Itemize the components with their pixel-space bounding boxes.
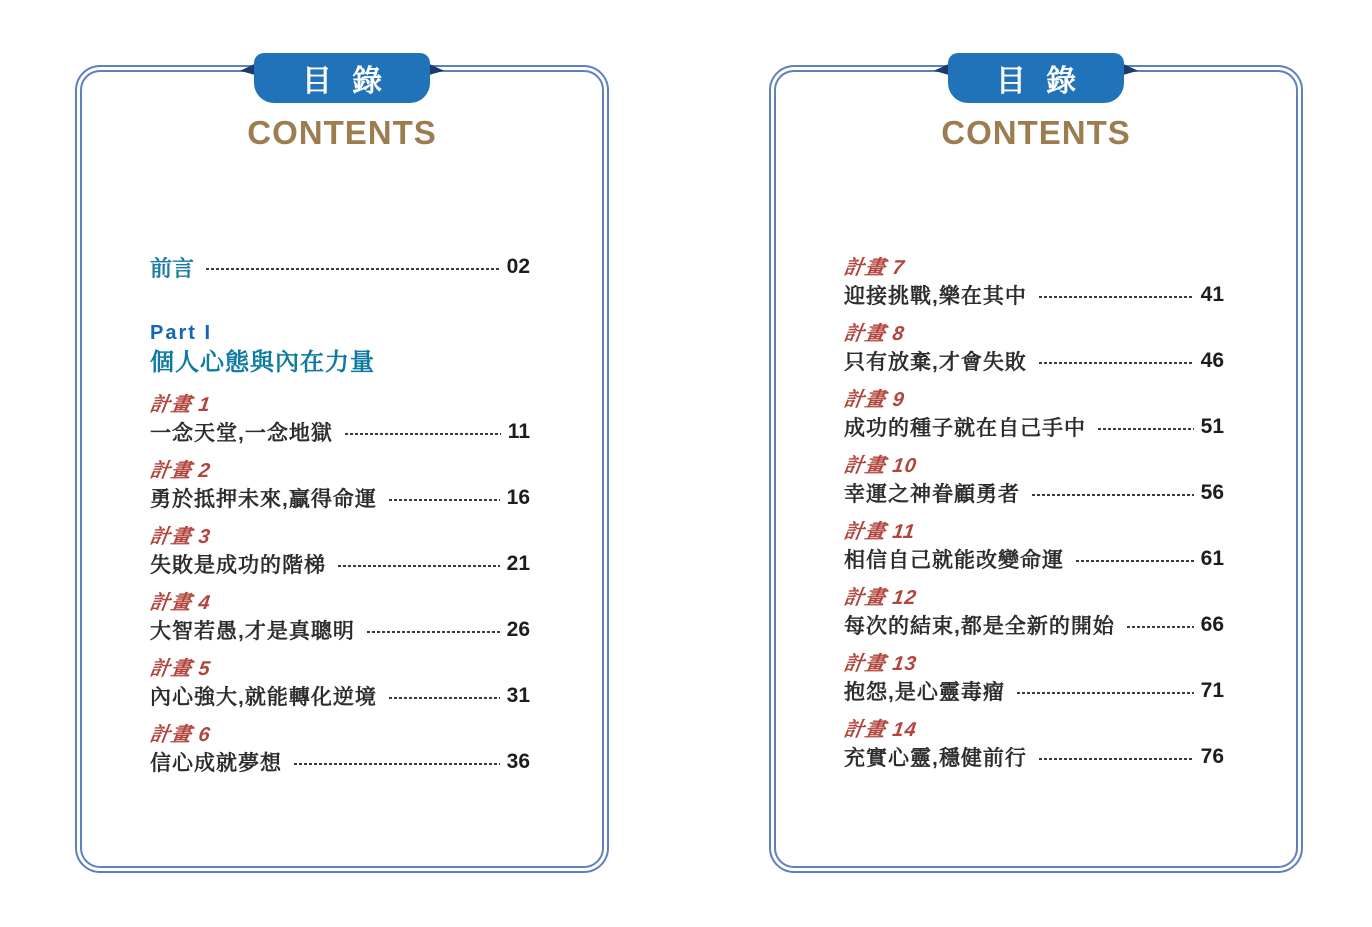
toc-entry-plan-10 [844,453,1224,507]
plan-title: 信心成就夢想 [150,752,282,775]
part-label: Part I [150,322,213,344]
dotted-leader [1017,692,1194,694]
dotted-leader [1032,494,1194,496]
dotted-leader [345,433,501,435]
plan-label: 計畫 1 [148,394,213,416]
entry-page-number: 26 [506,618,530,641]
entry-page-number: 71 [1200,679,1224,702]
entry-page-number: 11 [507,420,530,443]
plan-title: 只有放棄,才會失敗 [844,351,1027,374]
toc-entry-plan-12 [844,585,1224,639]
toc-ribbon [254,53,430,103]
dotted-leader [1076,560,1194,562]
toc-entry-plan-6 [150,722,530,776]
toc-entry-plan-1 [150,392,530,446]
dotted-leader [1039,362,1194,364]
plan-label: 計畫 8 [842,323,907,345]
entry-page-number: 46 [1200,349,1224,372]
entry-page-number: 56 [1200,481,1224,504]
part-heading [150,320,530,380]
toc-list [150,72,530,776]
dotted-leader [389,499,500,501]
plan-label: 計畫 12 [842,587,919,609]
dotted-leader [294,763,500,765]
entry-page-number: 31 [506,684,530,707]
plan-title: 迎接挑戰,樂在其中 [844,285,1027,308]
dotted-leader [1098,428,1194,430]
toc-page-right [774,65,1298,868]
plan-label: 計畫 6 [148,724,213,746]
dotted-leader [338,565,500,567]
entry-page-number: 16 [506,486,530,509]
entry-page-number: 41 [1200,283,1224,306]
plan-title: 抱怨,是心靈毒瘤 [844,681,1005,704]
plan-title: 大智若愚,才是真聰明 [150,620,355,643]
plan-title: 一念天堂,一念地獄 [150,422,333,445]
plan-title: 失敗是成功的階梯 [150,554,326,577]
entry-page-number: 76 [1200,745,1224,768]
ribbon-label: 目 錄 [254,53,430,103]
plan-title: 相信自己就能改變命運 [844,549,1064,572]
plan-label: 計畫 4 [148,592,213,614]
toc-entry-plan-8 [844,321,1224,375]
plan-title: 幸運之神眷顧勇者 [844,483,1020,506]
toc-entry-plan-7 [844,255,1224,309]
toc-entry-preface [150,254,530,280]
plan-title: 每次的結束,都是全新的開始 [844,615,1115,638]
part-title: 個人心態與內在力量 [150,349,375,376]
plan-label: 計畫 11 [842,521,917,543]
entry-page-number: 02 [506,255,530,278]
toc-entry-plan-14 [844,717,1224,771]
entry-page-number: 51 [1200,415,1224,438]
plan-label: 計畫 7 [842,257,907,279]
dotted-leader [1039,758,1194,760]
plan-label: 計畫 13 [842,653,919,675]
entry-page-number: 66 [1200,613,1224,636]
dotted-leader [206,268,500,270]
dotted-leader [389,697,500,699]
dotted-leader [1039,296,1194,298]
toc-entry-plan-5 [150,656,530,710]
plan-label: 計畫 14 [842,719,919,741]
entry-page-number: 21 [506,552,530,575]
toc-page-left [80,65,604,868]
dotted-leader [1127,626,1194,628]
contents-title: CONTENTS [941,114,1131,151]
toc-entry-plan-13 [844,651,1224,705]
plan-label: 計畫 9 [842,389,907,411]
toc-entry-plan-2 [150,458,530,512]
plan-label: 計畫 3 [148,526,213,548]
plan-title: 內心強大,就能轉化逆境 [150,686,377,709]
toc-entry-plan-3 [150,524,530,578]
ribbon-label: 目 錄 [948,53,1124,103]
toc-entry-plan-11 [844,519,1224,573]
entry-label: 前言 [150,255,195,281]
toc-entry-plan-9 [844,387,1224,441]
toc-ribbon [948,53,1124,103]
contents-title: CONTENTS [247,114,437,151]
entry-page-number: 61 [1200,547,1224,570]
plan-title: 充實心靈,穩健前行 [844,747,1027,770]
plan-title: 勇於抵押未來,贏得命運 [150,488,377,511]
plan-title: 成功的種子就在自己手中 [844,417,1086,440]
plan-label: 計畫 2 [148,460,213,482]
entry-page-number: 36 [506,750,530,773]
plan-label: 計畫 5 [148,658,213,680]
toc-entry-plan-4 [150,590,530,644]
plan-label: 計畫 10 [842,455,919,477]
dotted-leader [367,631,500,633]
toc-list [844,72,1224,771]
